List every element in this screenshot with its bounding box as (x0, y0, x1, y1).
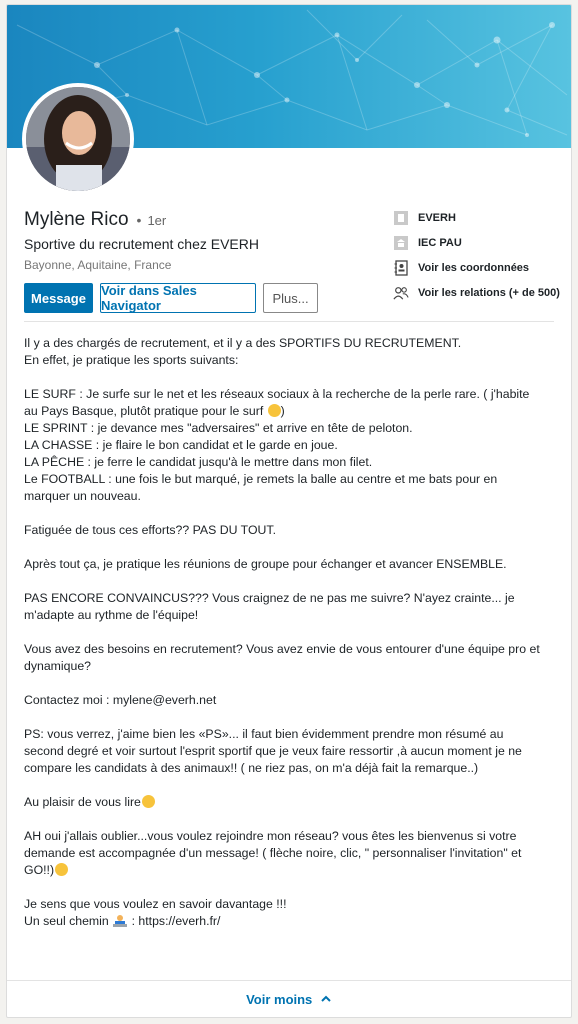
profile-location: Bayonne, Aquitaine, France (24, 258, 172, 272)
summary-paragraph: PS: vous verrez, j'aime bien les «PS»... il faut bien évidemment prendre mon résumé au second degré et voir surtout l'esprit sportif que je veux faire ressortir ,à aucun moment je ne compare les candidats à des animaux!! ( ne riez pas, on m'a déjà fait la remarque..) (24, 727, 526, 775)
summary-paragraph: Vous avez des besoins en recrutement? Vous avez envie de vous entourer d'une équipe pro et dynamique? (24, 642, 544, 673)
summary-paragraph: LA CHASSE : je flaire le bon candidat et le garde en joue. (24, 438, 338, 452)
school-link[interactable] (393, 233, 560, 253)
see-less-label: Voir moins (246, 992, 313, 1007)
grinning-emoji-icon (142, 795, 155, 808)
summary-paragraph: Le FOOTBALL : une fois le but marqué, je remets la balle au centre et me bats pour en marquer un nouveau. (24, 472, 501, 503)
person-laptop-emoji-icon (112, 914, 128, 927)
summary-paragraph: Après tout ça, je pratique les réunions de groupe pour échanger et avancer ENSEMBLE. (24, 557, 507, 571)
summary-paragraph: AH oui j'allais oublier...vous voulez rejoindre mon réseau? vous êtes les bienvenus si votre demande est accompagnée d'un message! ( flèche noire, clic, " personnaliser l'invitation" et GO!!) (24, 829, 525, 877)
summary-paragraph: PAS ENCORE CONVAINCUS??? Vous craignez de ne pas me suivre? N'ayez crainte... je m'adapte au rythme de l'équipe! (24, 591, 518, 622)
company-name: EVERH (418, 212, 456, 224)
footer-divider (7, 980, 571, 981)
summary-paragraph: Il y a des chargés de recrutement, et il y a des SPORTIFS DU RECRUTEMENT. (24, 336, 462, 350)
summary-paragraph: Je sens que vous voulez en savoir davantage !!! (24, 897, 287, 911)
connections-link[interactable] (393, 283, 560, 303)
profile-card (6, 4, 572, 1018)
summary-paragraph: LA PÊCHE : je ferre le candidat jusqu'à le mettre dans mon filet. (24, 455, 373, 469)
people-icon (393, 285, 409, 301)
profile-summary (24, 335, 544, 930)
profile-headline: Sportive du recrutement chez EVERH (24, 236, 259, 252)
chevron-up-icon (320, 995, 332, 1003)
summary-paragraph: En effet, je pratique les sports suivants: (24, 353, 239, 367)
see-less-button[interactable] (7, 992, 571, 1007)
smiley-emoji-icon (268, 404, 281, 417)
summary-paragraph: Contactez moi : mylene@everh.net (24, 693, 217, 707)
profile-photo-image (26, 87, 130, 191)
summary-paragraph: Fatiguée de tous ces efforts?? PAS DU TOUT. (24, 523, 276, 537)
company-logo-icon (393, 210, 409, 226)
summary-paragraph: LE SURF : Je surfe sur le net et les réseaux sociaux à la recherche de la perle rare. ( j'habite au Pays Basque, plutôt pratique pour le surf ) (24, 387, 533, 418)
summary-paragraph: LE SPRINT : je devance mes "adversaires" et arrive en tête de peloton. (24, 421, 413, 435)
school-name: IEC PAU (418, 237, 462, 249)
profile-name: Mylène Rico (24, 209, 129, 230)
wink-emoji-icon (55, 863, 68, 876)
connections-label: Voir les relations (+ de 500) (418, 287, 560, 299)
school-logo-icon (393, 235, 409, 251)
company-link[interactable] (393, 208, 560, 228)
degree-separator: • (136, 212, 142, 228)
summary-paragraph: Au plaisir de vous lire (24, 794, 544, 811)
section-divider (24, 321, 554, 322)
message-button[interactable]: Message (24, 283, 93, 313)
profile-photo[interactable] (22, 83, 134, 195)
contact-info-label: Voir les coordonnées (418, 262, 530, 274)
sales-navigator-button[interactable]: Voir dans Sales Navigator (100, 283, 256, 313)
name-row (24, 209, 166, 231)
profile-side-info (393, 208, 560, 308)
more-button[interactable]: Plus... (263, 283, 318, 313)
contact-info-link[interactable] (393, 258, 560, 278)
connection-degree: 1er (147, 213, 167, 228)
contact-card-icon (393, 260, 409, 276)
summary-paragraph: Un seul chemin : https://everh.fr/ (24, 914, 221, 928)
